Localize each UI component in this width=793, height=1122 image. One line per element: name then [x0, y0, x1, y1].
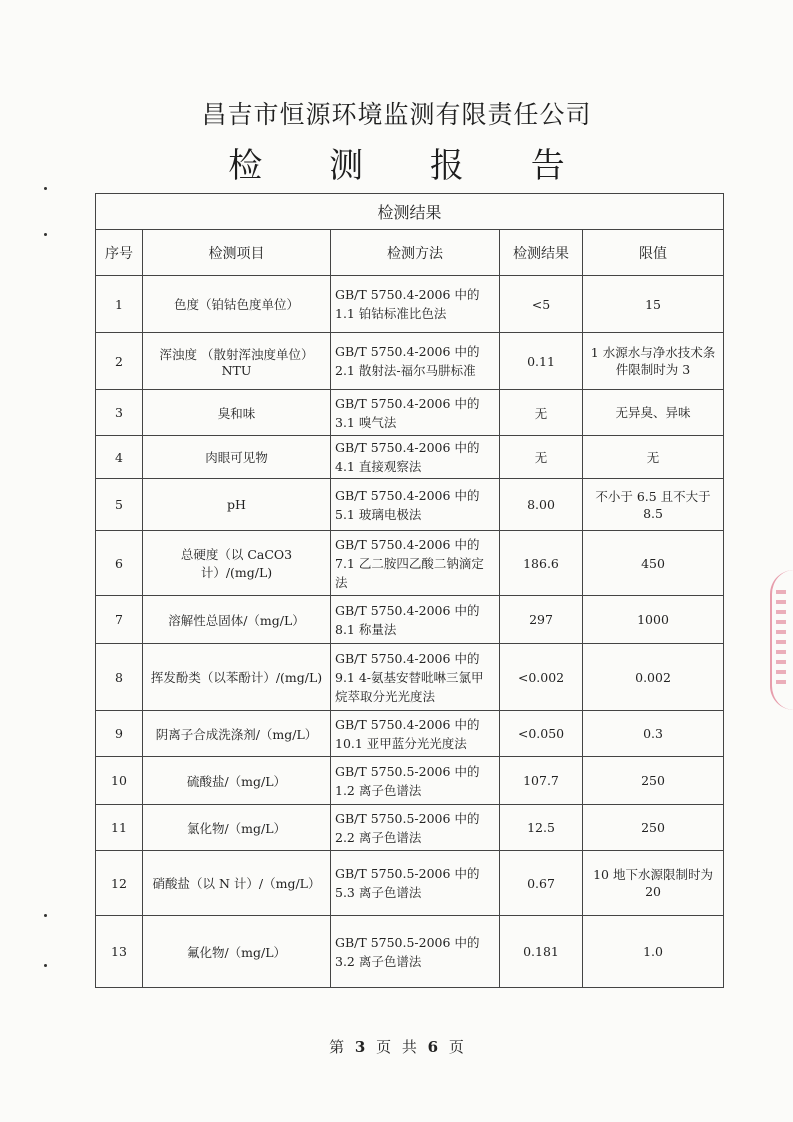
- row-number: 10: [96, 757, 143, 805]
- test-result: 107.7: [500, 757, 583, 805]
- test-item: 溶解性总固体/（mg/L）: [143, 596, 331, 644]
- test-method: GB/T 5750.4-2006 中的 4.1 直接观察法: [331, 436, 500, 479]
- row-number: 1: [96, 276, 143, 333]
- limit-value: 250: [583, 805, 724, 851]
- row-number: 3: [96, 390, 143, 436]
- test-item: 臭和味: [143, 390, 331, 436]
- limit-value: 无: [583, 436, 724, 479]
- footer-middle: 页 共: [376, 1038, 417, 1056]
- test-method: GB/T 5750.4-2006 中的 1.1 铂钴标准比色法: [331, 276, 500, 333]
- table-row: [96, 851, 724, 916]
- test-method: GB/T 5750.5-2006 中的 2.2 离子色谱法: [331, 805, 500, 851]
- total-pages: 6: [427, 1038, 439, 1056]
- test-result: 12.5: [500, 805, 583, 851]
- limit-value: 1000: [583, 596, 724, 644]
- limit-value: 250: [583, 757, 724, 805]
- row-number: 2: [96, 333, 143, 390]
- column-header: 限值: [583, 230, 724, 276]
- test-method: GB/T 5750.4-2006 中的 3.1 嗅气法: [331, 390, 500, 436]
- test-result: 8.00: [500, 479, 583, 531]
- table-row: [96, 479, 724, 531]
- page-number: 3: [354, 1038, 366, 1056]
- test-item: 阴离子合成洗涤剂/（mg/L）: [143, 711, 331, 757]
- test-item: 挥发酚类（以苯酚计）/(mg/L): [143, 644, 331, 711]
- row-number: 12: [96, 851, 143, 916]
- test-method: GB/T 5750.4-2006 中的 5.1 玻璃电极法: [331, 479, 500, 531]
- test-result: <0.050: [500, 711, 583, 757]
- company-name: 昌吉市恒源环境监测有限责任公司: [201, 100, 592, 129]
- test-item: 色度（铂钴色度单位）: [143, 276, 331, 333]
- row-number: 11: [96, 805, 143, 851]
- report-title: 检 测 报 告: [228, 146, 593, 186]
- test-result: <0.002: [500, 644, 583, 711]
- test-method: GB/T 5750.5-2006 中的 3.2 离子色谱法: [331, 916, 500, 988]
- table-row: [96, 276, 724, 333]
- column-header: 序号: [96, 230, 143, 276]
- row-number: 7: [96, 596, 143, 644]
- column-header: 检测项目: [143, 230, 331, 276]
- test-item: 氯化物/（mg/L）: [143, 805, 331, 851]
- test-item: 硝酸盐（以 N 计）/（mg/L）: [143, 851, 331, 916]
- test-result: 无: [500, 390, 583, 436]
- table-row: [96, 531, 724, 596]
- seal-stamp-edge: [770, 570, 793, 710]
- table-row: [96, 916, 724, 988]
- footer-suffix: 页: [448, 1038, 464, 1056]
- column-header: 检测结果: [500, 230, 583, 276]
- test-result: 无: [500, 436, 583, 479]
- test-result: 0.11: [500, 333, 583, 390]
- limit-value: 15: [583, 276, 724, 333]
- limit-value: 1.0: [583, 916, 724, 988]
- test-item: pH: [143, 479, 331, 531]
- row-number: 6: [96, 531, 143, 596]
- table-row: [96, 333, 724, 390]
- row-number: 5: [96, 479, 143, 531]
- test-result: <5: [500, 276, 583, 333]
- test-result: 0.181: [500, 916, 583, 988]
- test-item: 硫酸盐/（mg/L）: [143, 757, 331, 805]
- limit-value: 0.3: [583, 711, 724, 757]
- table-row: [96, 805, 724, 851]
- table-header-row: [96, 230, 724, 276]
- table-row: [96, 644, 724, 711]
- page-footer: [0, 1036, 793, 1057]
- limit-value: 1 水源水与净水技术条件限制时为 3: [583, 333, 724, 390]
- test-item: 总硬度（以 CaCO3计）/(mg/L): [143, 531, 331, 596]
- test-result: 186.6: [500, 531, 583, 596]
- row-number: 4: [96, 436, 143, 479]
- results-table: [95, 193, 724, 988]
- test-method: GB/T 5750.4-2006 中的 10.1 亚甲蓝分光光度法: [331, 711, 500, 757]
- limit-value: 不小于 6.5 且不大于 8.5: [583, 479, 724, 531]
- footer-prefix: 第: [329, 1038, 345, 1056]
- test-item: 氟化物/（mg/L）: [143, 916, 331, 988]
- limit-value: 10 地下水源限制时为 20: [583, 851, 724, 916]
- test-method: GB/T 5750.4-2006 中的 9.1 4-氨基安替吡啉三氯甲烷萃取分光光度法: [331, 644, 500, 711]
- row-number: 8: [96, 644, 143, 711]
- scan-dot: [44, 964, 47, 967]
- row-number: 13: [96, 916, 143, 988]
- test-result: 0.67: [500, 851, 583, 916]
- test-method: GB/T 5750.4-2006 中的 2.1 散射法-福尔马肼标准: [331, 333, 500, 390]
- table-row: [96, 596, 724, 644]
- test-item: 浑浊度 （散射浑浊度单位）NTU: [143, 333, 331, 390]
- limit-value: 0.002: [583, 644, 724, 711]
- row-number: 9: [96, 711, 143, 757]
- test-item: 肉眼可见物: [143, 436, 331, 479]
- test-method: GB/T 5750.5-2006 中的 1.2 离子色谱法: [331, 757, 500, 805]
- scan-artifact: [400, 58, 440, 66]
- table-row: [96, 711, 724, 757]
- table-row: [96, 390, 724, 436]
- table-row: [96, 436, 724, 479]
- limit-value: 无异臭、异味: [583, 390, 724, 436]
- test-result: 297: [500, 596, 583, 644]
- table-row: [96, 757, 724, 805]
- test-method: GB/T 5750.5-2006 中的 5.3 离子色谱法: [331, 851, 500, 916]
- scan-dot: [44, 233, 47, 236]
- test-method: GB/T 5750.4-2006 中的 8.1 称量法: [331, 596, 500, 644]
- scan-dot: [44, 187, 47, 190]
- scan-dot: [44, 914, 47, 917]
- column-header: 检测方法: [331, 230, 500, 276]
- table-caption: 检测结果: [96, 194, 724, 230]
- test-method: GB/T 5750.4-2006 中的 7.1 乙二胺四乙酸二钠滴定法: [331, 531, 500, 596]
- limit-value: 450: [583, 531, 724, 596]
